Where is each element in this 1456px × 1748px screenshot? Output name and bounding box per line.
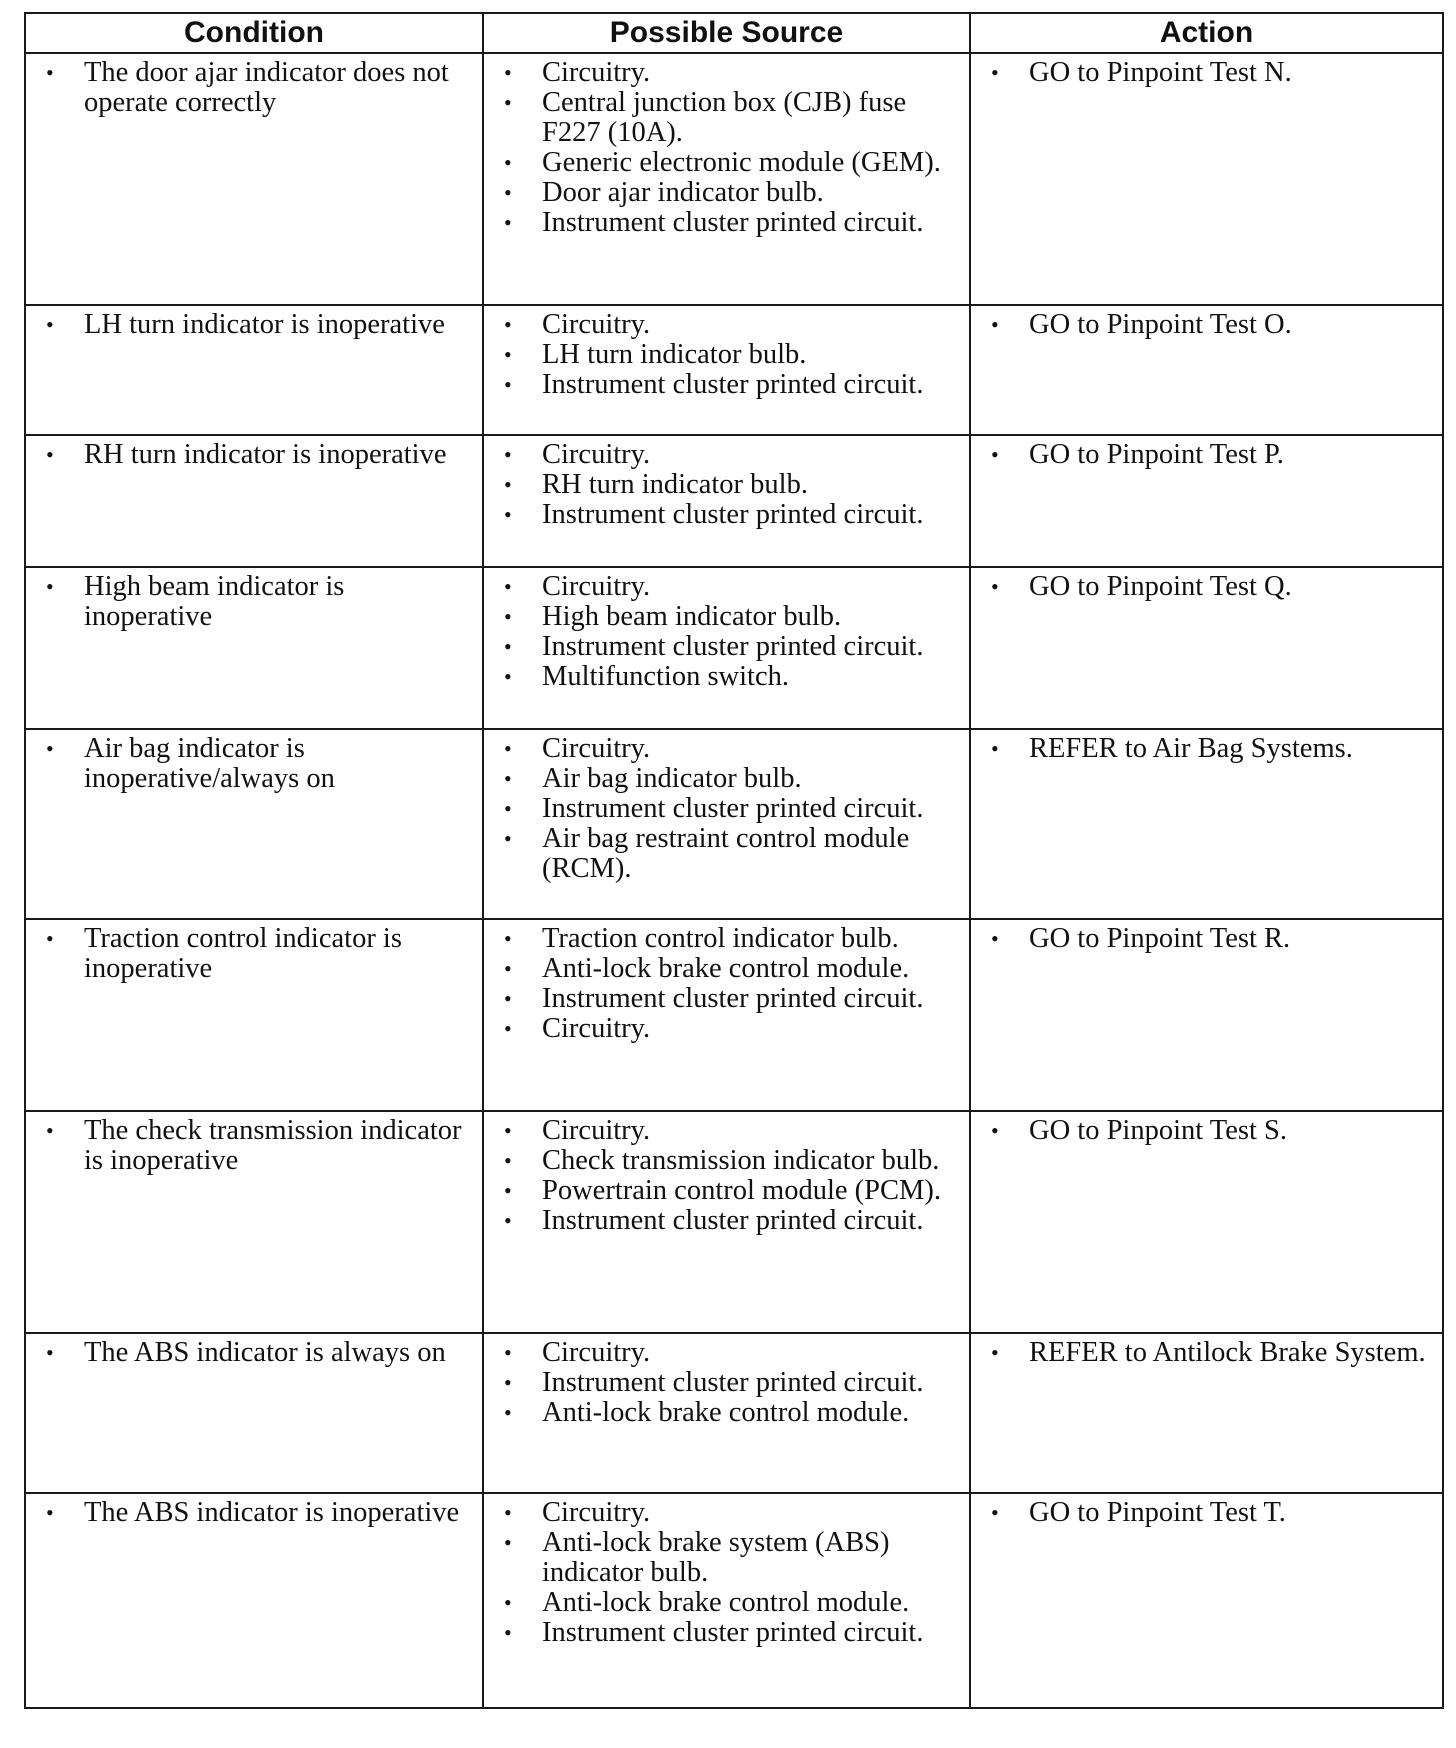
- list-item: [492, 1398, 961, 1428]
- list-item-text: Instrument cluster printed circuit.: [542, 207, 924, 238]
- list-item-text: Instrument cluster printed circuit.: [542, 793, 924, 824]
- condition-list: [26, 568, 482, 634]
- bullet-icon: •: [504, 1118, 512, 1143]
- list-item: [492, 1206, 961, 1236]
- list-item-text: The ABS indicator is always on: [84, 1337, 446, 1368]
- possible-source-cell: [483, 919, 970, 1111]
- bullet-icon: •: [46, 736, 54, 761]
- list-item-text: Instrument cluster printed circuit.: [542, 983, 924, 1014]
- list-item-text: Instrument cluster printed circuit.: [542, 1617, 924, 1648]
- list-item-text: RH turn indicator bulb.: [542, 469, 808, 500]
- list-item: [34, 440, 474, 470]
- possible-source-cell: [483, 1111, 970, 1333]
- list-item-text: Circuitry.: [542, 1337, 651, 1368]
- list-item-text: High beam indicator bulb.: [542, 601, 842, 632]
- list-item: [492, 824, 961, 884]
- header-condition: Condition: [25, 13, 483, 53]
- table-body: [25, 53, 1443, 1708]
- table-header-row: [25, 13, 1443, 53]
- condition-cell: [25, 1493, 483, 1708]
- bullet-icon: •: [504, 1500, 512, 1525]
- action-list: [971, 568, 1442, 604]
- bullet-icon: •: [991, 312, 999, 337]
- bullet-icon: •: [46, 1500, 54, 1525]
- list-item: [492, 148, 961, 178]
- list-item: [979, 924, 1434, 954]
- list-item: [492, 954, 961, 984]
- action-list: [971, 1112, 1442, 1148]
- list-item-text: Multifunction switch.: [542, 661, 789, 692]
- header-action: Action: [970, 13, 1443, 53]
- list-item-text: Air bag restraint control module (RCM).: [542, 823, 910, 884]
- action-cell: [970, 919, 1443, 1111]
- bullet-icon: •: [504, 986, 512, 1011]
- bullet-icon: •: [504, 210, 512, 235]
- action-cell: [970, 567, 1443, 729]
- table-row: [25, 305, 1443, 435]
- bullet-icon: •: [504, 502, 512, 527]
- list-item-text: The check transmission indicator is inoperative: [84, 1115, 462, 1176]
- action-cell: [970, 1111, 1443, 1333]
- list-item-text: Powertrain control module (PCM).: [542, 1175, 941, 1206]
- list-item-text: Door ajar indicator bulb.: [542, 177, 824, 208]
- list-item: [34, 58, 474, 118]
- diagnosis-table: [24, 12, 1444, 1709]
- bullet-icon: •: [504, 312, 512, 337]
- bullet-icon: •: [991, 574, 999, 599]
- list-item-text: Air bag indicator is inoperative/always on: [84, 733, 335, 794]
- list-item-text: Circuitry.: [542, 57, 651, 88]
- bullet-icon: •: [991, 736, 999, 761]
- action-cell: [970, 305, 1443, 435]
- bullet-icon: •: [504, 90, 512, 115]
- source-list: [484, 1334, 969, 1430]
- header-possible-source: Possible Source: [483, 13, 970, 53]
- bullet-icon: •: [504, 796, 512, 821]
- list-item-text: The door ajar indicator does not operate correctly: [84, 57, 449, 118]
- list-item-text: GO to Pinpoint Test T.: [1029, 1497, 1286, 1528]
- list-item: [492, 370, 961, 400]
- list-item: [979, 440, 1434, 470]
- bullet-icon: •: [991, 926, 999, 951]
- list-item: [979, 310, 1434, 340]
- list-item-text: Traction control indicator is inoperative: [84, 923, 402, 984]
- bullet-icon: •: [504, 1208, 512, 1233]
- table-row: [25, 567, 1443, 729]
- list-item-text: REFER to Air Bag Systems.: [1029, 733, 1353, 764]
- bullet-icon: •: [504, 634, 512, 659]
- bullet-icon: •: [504, 342, 512, 367]
- source-list: [484, 1112, 969, 1238]
- list-item-text: GO to Pinpoint Test S.: [1029, 1115, 1287, 1146]
- condition-list: [26, 306, 482, 342]
- list-item: [492, 1146, 961, 1176]
- action-list: [971, 306, 1442, 342]
- action-cell: [970, 729, 1443, 919]
- action-list: [971, 1494, 1442, 1530]
- bullet-icon: •: [46, 60, 54, 85]
- list-item-text: LH turn indicator is inoperative: [84, 309, 445, 340]
- table-row: [25, 919, 1443, 1111]
- bullet-icon: •: [504, 736, 512, 761]
- table-row: [25, 729, 1443, 919]
- bullet-icon: •: [991, 442, 999, 467]
- bullet-icon: •: [504, 60, 512, 85]
- bullet-icon: •: [46, 574, 54, 599]
- list-item: [979, 734, 1434, 764]
- list-item: [34, 572, 474, 632]
- list-item: [492, 208, 961, 238]
- list-item-text: Circuitry.: [542, 733, 651, 764]
- bullet-icon: •: [504, 180, 512, 205]
- condition-cell: [25, 567, 483, 729]
- condition-list: [26, 54, 482, 120]
- condition-cell: [25, 729, 483, 919]
- condition-cell: [25, 435, 483, 567]
- condition-list: [26, 1112, 482, 1178]
- list-item: [492, 178, 961, 208]
- bullet-icon: •: [991, 60, 999, 85]
- list-item-text: Anti-lock brake system (ABS) indicator bulb.: [542, 1527, 890, 1588]
- list-item: [979, 572, 1434, 602]
- list-item: [492, 632, 961, 662]
- possible-source-cell: [483, 1493, 970, 1708]
- list-item: [492, 1528, 961, 1588]
- action-cell: [970, 1333, 1443, 1493]
- bullet-icon: •: [504, 1530, 512, 1555]
- condition-list: [26, 1334, 482, 1370]
- list-item-text: Traction control indicator bulb.: [542, 923, 899, 954]
- table-row: [25, 1493, 1443, 1708]
- bullet-icon: •: [504, 1590, 512, 1615]
- bullet-icon: •: [46, 442, 54, 467]
- list-item-text: Circuitry.: [542, 571, 651, 602]
- list-item: [492, 1338, 961, 1368]
- possible-source-cell: [483, 305, 970, 435]
- bullet-icon: •: [504, 1370, 512, 1395]
- bullet-icon: •: [504, 766, 512, 791]
- source-list: [484, 568, 969, 694]
- bullet-icon: •: [504, 826, 512, 851]
- document-page: [24, 12, 1442, 1709]
- list-item-text: Generic electronic module (GEM).: [542, 147, 941, 178]
- bullet-icon: •: [991, 1118, 999, 1143]
- list-item: [34, 924, 474, 984]
- action-list: [971, 436, 1442, 472]
- bullet-icon: •: [46, 1118, 54, 1143]
- list-item-text: LH turn indicator bulb.: [542, 339, 807, 370]
- list-item: [492, 794, 961, 824]
- source-list: [484, 306, 969, 402]
- list-item-text: Instrument cluster printed circuit.: [542, 369, 924, 400]
- action-list: [971, 920, 1442, 956]
- list-item-text: Air bag indicator bulb.: [542, 763, 802, 794]
- bullet-icon: •: [504, 472, 512, 497]
- bullet-icon: •: [46, 312, 54, 337]
- source-list: [484, 920, 969, 1046]
- bullet-icon: •: [46, 1340, 54, 1365]
- list-item-text: Anti-lock brake control module.: [542, 1587, 910, 1618]
- table-row: [25, 53, 1443, 305]
- list-item: [492, 764, 961, 794]
- list-item-text: The ABS indicator is inoperative: [84, 1497, 460, 1528]
- table-row: [25, 435, 1443, 567]
- list-item-text: High beam indicator is inoperative: [84, 571, 345, 632]
- list-item: [34, 734, 474, 794]
- list-item: [34, 1338, 474, 1368]
- list-item-text: Circuitry.: [542, 1013, 651, 1044]
- list-item: [492, 734, 961, 764]
- source-list: [484, 730, 969, 886]
- bullet-icon: •: [504, 1400, 512, 1425]
- bullet-icon: •: [504, 956, 512, 981]
- action-cell: [970, 1493, 1443, 1708]
- bullet-icon: •: [504, 1148, 512, 1173]
- possible-source-cell: [483, 567, 970, 729]
- condition-cell: [25, 1111, 483, 1333]
- list-item: [492, 310, 961, 340]
- list-item-text: Instrument cluster printed circuit.: [542, 499, 924, 530]
- list-item: [492, 1498, 961, 1528]
- condition-cell: [25, 1333, 483, 1493]
- bullet-icon: •: [991, 1340, 999, 1365]
- list-item: [492, 984, 961, 1014]
- condition-list: [26, 730, 482, 796]
- list-item: [492, 500, 961, 530]
- bullet-icon: •: [504, 926, 512, 951]
- condition-list: [26, 920, 482, 986]
- list-item-text: Check transmission indicator bulb.: [542, 1145, 940, 1176]
- source-list: [484, 1494, 969, 1650]
- source-list: [484, 54, 969, 240]
- list-item: [492, 58, 961, 88]
- bullet-icon: •: [504, 1620, 512, 1645]
- list-item: [492, 1618, 961, 1648]
- list-item-text: Anti-lock brake control module.: [542, 1397, 910, 1428]
- condition-cell: [25, 305, 483, 435]
- list-item: [492, 602, 961, 632]
- list-item: [979, 1116, 1434, 1146]
- list-item: [34, 1498, 474, 1528]
- list-item: [979, 1498, 1434, 1528]
- bullet-icon: •: [504, 442, 512, 467]
- action-list: [971, 54, 1442, 90]
- list-item-text: Anti-lock brake control module.: [542, 953, 910, 984]
- bullet-icon: •: [991, 1500, 999, 1525]
- list-item: [34, 310, 474, 340]
- list-item-text: Instrument cluster printed circuit.: [542, 1205, 924, 1236]
- list-item-text: GO to Pinpoint Test Q.: [1029, 571, 1292, 602]
- list-item: [492, 924, 961, 954]
- list-item: [492, 340, 961, 370]
- condition-list: [26, 436, 482, 472]
- list-item: [492, 1116, 961, 1146]
- bullet-icon: •: [504, 604, 512, 629]
- list-item: [492, 1588, 961, 1618]
- bullet-icon: •: [504, 664, 512, 689]
- action-cell: [970, 53, 1443, 305]
- list-item-text: REFER to Antilock Brake System.: [1029, 1337, 1426, 1368]
- possible-source-cell: [483, 435, 970, 567]
- list-item: [492, 88, 961, 148]
- possible-source-cell: [483, 53, 970, 305]
- table-row: [25, 1333, 1443, 1493]
- list-item-text: Circuitry.: [542, 439, 651, 470]
- list-item-text: Central junction box (CJB) fuse F227 (10A).: [542, 87, 907, 148]
- list-item: [492, 470, 961, 500]
- table-row: [25, 1111, 1443, 1333]
- list-item-text: GO to Pinpoint Test P.: [1029, 439, 1284, 470]
- list-item: [34, 1116, 474, 1176]
- bullet-icon: •: [504, 150, 512, 175]
- list-item: [979, 58, 1434, 88]
- list-item: [492, 662, 961, 692]
- possible-source-cell: [483, 729, 970, 919]
- source-list: [484, 436, 969, 532]
- action-list: [971, 1334, 1442, 1370]
- bullet-icon: •: [504, 1016, 512, 1041]
- list-item: [492, 1176, 961, 1206]
- list-item-text: RH turn indicator is inoperative: [84, 439, 447, 470]
- bullet-icon: •: [504, 1340, 512, 1365]
- list-item-text: Circuitry.: [542, 1497, 651, 1528]
- list-item-text: GO to Pinpoint Test O.: [1029, 309, 1292, 340]
- condition-cell: [25, 919, 483, 1111]
- list-item: [979, 1338, 1434, 1368]
- bullet-icon: •: [504, 574, 512, 599]
- list-item-text: GO to Pinpoint Test R.: [1029, 923, 1291, 954]
- action-list: [971, 730, 1442, 766]
- list-item-text: Circuitry.: [542, 1115, 651, 1146]
- list-item: [492, 440, 961, 470]
- bullet-icon: •: [504, 372, 512, 397]
- condition-list: [26, 1494, 482, 1530]
- bullet-icon: •: [504, 1178, 512, 1203]
- list-item-text: Circuitry.: [542, 309, 651, 340]
- list-item: [492, 1368, 961, 1398]
- list-item-text: GO to Pinpoint Test N.: [1029, 57, 1292, 88]
- list-item: [492, 572, 961, 602]
- bullet-icon: •: [46, 926, 54, 951]
- action-cell: [970, 435, 1443, 567]
- list-item: [492, 1014, 961, 1044]
- possible-source-cell: [483, 1333, 970, 1493]
- list-item-text: Instrument cluster printed circuit.: [542, 631, 924, 662]
- condition-cell: [25, 53, 483, 305]
- list-item-text: Instrument cluster printed circuit.: [542, 1367, 924, 1398]
